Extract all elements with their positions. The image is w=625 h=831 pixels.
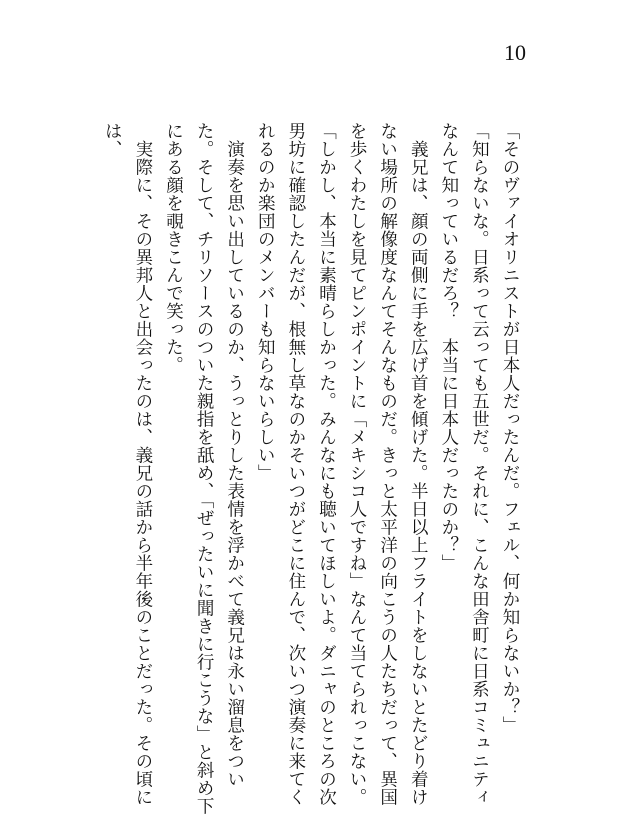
paragraph: 演奏を思い出しているのか、うっとりした表情を浮かべて義兄は永い溜息をついた。そして、チリソースのついた親指を舐め、「ぜったいに聞きに行こうな」と斜め下にある顔を覗きこんで笑った。: [163, 122, 245, 816]
page-number: 10: [504, 40, 526, 65]
paragraph: 義兄は、顔の両側に手を広げ首を傾げた。半日以上フライトをしないとたどり着けない場所の解像度なんてそんなものだ。きっと太平洋の向こうの人たちだって、異国を歩くわたしを見てピンポイントに「メキシコ人ですね」なんて当てられっこない。: [347, 122, 429, 806]
vertical-text-body: [102, 122, 525, 822]
paragraph: 「しかし、本当に素晴らしかった。みんなにも聴いてほしいよ。ダニャのところの次男坊に確認したんだが、根無し草なのかそいつがどこに住んで、次いつ演奏に来てくれるのか楽団のメンバーも知らないらしい」: [255, 122, 337, 806]
paragraph: 「そのヴァイオリニストが日本人だったんだ。フェル、何か知らないか？」: [500, 122, 520, 734]
paragraph: 「知らないな。日系って云っても五世だ。それに、こんな田舎町に日系コミュニティなんて知っているだろ？ 本当に日本人だったのか？」: [438, 122, 490, 806]
paragraph: 実際に、その異邦人と出会ったのは、義兄の話から半年後のことだった。その頃には、: [102, 122, 153, 806]
